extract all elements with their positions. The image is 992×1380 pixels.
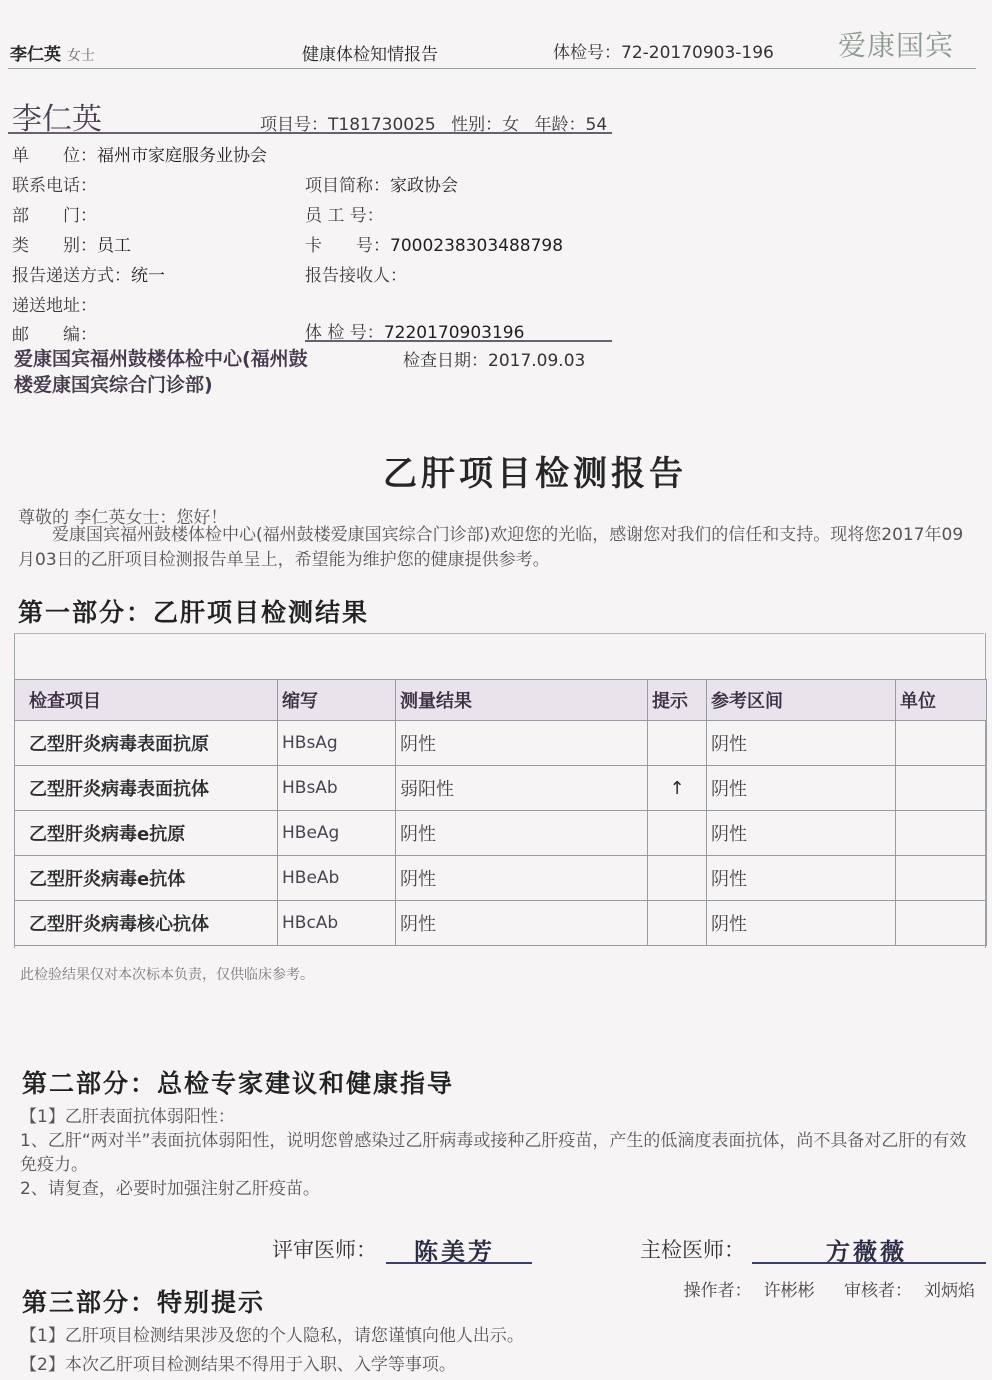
delivery-value: 统一 bbox=[131, 266, 165, 286]
col-header-flag: 提示 bbox=[648, 680, 707, 721]
receiver-label: 报告接收人： bbox=[305, 266, 407, 286]
cell-flag-up-arrow-icon: ↑ bbox=[648, 766, 707, 811]
category-label: 类 别： bbox=[12, 236, 97, 256]
exam-no-underline bbox=[305, 340, 612, 342]
cell-result: 阴性 bbox=[396, 856, 648, 901]
exam-date-label: 检查日期： bbox=[403, 351, 488, 371]
patient-name: 李仁英 bbox=[12, 102, 102, 137]
age-label: 年龄： bbox=[534, 115, 586, 135]
cell-item: 乙型肝炎病毒e抗原 bbox=[15, 811, 278, 856]
advice-line-1: 1、乙肝“两对半”表面抗体弱阳性，说明您曾感染过乙肝病毒或接种乙肝疫苗，产生的低滴度表面抗体，尚不具备对乙肝的有效免疫力。 bbox=[20, 1131, 967, 1175]
employee-no-label: 员 工 号： bbox=[305, 206, 384, 226]
col-header-abbr: 缩写 bbox=[278, 680, 396, 721]
unit-label: 单 位： bbox=[12, 146, 97, 166]
table-row bbox=[15, 856, 987, 901]
gender-value: 女 bbox=[502, 115, 520, 135]
exam-no-label: 体 检 号： bbox=[305, 323, 384, 343]
cell-flag bbox=[648, 901, 707, 946]
gender-label: 性别： bbox=[451, 115, 503, 135]
cell-flag bbox=[648, 856, 707, 901]
cell-flag bbox=[648, 811, 707, 856]
report-title: 乙肝项目检测报告 bbox=[383, 454, 687, 494]
reviewer-value: 刘炳焰 bbox=[924, 1281, 975, 1301]
cell-item: 乙型肝炎病毒表面抗体 bbox=[15, 766, 278, 811]
cell-flag bbox=[648, 721, 707, 766]
operator-line bbox=[684, 1276, 975, 1301]
cell-reference: 阴性 bbox=[707, 811, 896, 856]
header-patient-name bbox=[10, 40, 95, 65]
section1-title: 第一部分：乙肝项目检测结果 bbox=[18, 598, 370, 627]
section1-top-rule bbox=[14, 633, 984, 634]
section2-title: 第二部分：总检专家建议和健康指导 bbox=[22, 1069, 455, 1098]
exam-date-row bbox=[403, 346, 585, 371]
cell-result: 阴性 bbox=[396, 721, 648, 766]
cell-item: 乙型肝炎病毒e抗体 bbox=[15, 856, 278, 901]
patient-name-underline bbox=[8, 132, 612, 134]
project-name-row bbox=[305, 171, 458, 196]
header-exam-number bbox=[553, 38, 774, 63]
operator-value: 许彬彬 bbox=[763, 1281, 815, 1301]
chief-signature-line bbox=[752, 1262, 986, 1264]
card-row bbox=[305, 231, 563, 256]
header-name-text: 李仁英 bbox=[10, 45, 61, 65]
cell-abbr: HBcAb bbox=[278, 901, 396, 946]
project-no-value: T181730025 bbox=[328, 115, 436, 135]
cell-reference: 阴性 bbox=[707, 901, 896, 946]
card-label: 卡 号： bbox=[305, 236, 390, 256]
postcode-label: 邮 编： bbox=[12, 325, 97, 345]
table-row bbox=[15, 811, 987, 856]
table-row bbox=[15, 766, 987, 811]
table-row bbox=[15, 721, 987, 766]
header-title-suffix: 女士 bbox=[66, 48, 95, 64]
card-value: 7000238303488798 bbox=[390, 236, 564, 256]
cell-unit bbox=[896, 901, 987, 946]
header-exam-no-value: 72-20170903-196 bbox=[621, 43, 774, 63]
notes-block bbox=[20, 1322, 524, 1380]
header-exam-no-label: 体检号： bbox=[553, 43, 621, 63]
delivery-row bbox=[12, 261, 165, 286]
results-disclaimer: 此检验结果仅对本次标本负责，仅供临床参考。 bbox=[20, 967, 314, 983]
advice-heading: 【1】乙肝表面抗体弱阳性： bbox=[20, 1107, 235, 1127]
exam-date-value: 2017.09.03 bbox=[488, 351, 586, 371]
reviewer-signature: 陈美芳 bbox=[414, 1237, 495, 1266]
cell-unit bbox=[896, 856, 987, 901]
col-header-item: 检查项目 bbox=[15, 680, 278, 721]
category-value: 员工 bbox=[97, 236, 131, 256]
cell-abbr: HBeAb bbox=[278, 856, 396, 901]
cell-item: 乙型肝炎病毒表面抗原 bbox=[15, 721, 278, 766]
table-header-row bbox=[15, 680, 987, 721]
exam-center-name: 爱康国宾福州鼓楼体检中心(福州鼓楼爱康国宾综合门诊部) bbox=[14, 348, 308, 396]
col-header-result: 测量结果 bbox=[396, 680, 648, 721]
col-header-reference: 参考区间 bbox=[707, 680, 896, 721]
cell-abbr: HBsAg bbox=[278, 721, 396, 766]
cell-abbr: HBsAb bbox=[278, 766, 396, 811]
cell-result: 阴性 bbox=[396, 901, 648, 946]
exam-no-value: 7220170903196 bbox=[383, 323, 525, 343]
reviewer-label: 审核者： bbox=[844, 1281, 912, 1301]
category-row bbox=[12, 231, 131, 256]
col-header-unit: 单位 bbox=[896, 680, 987, 721]
age-value: 54 bbox=[585, 115, 608, 135]
brand-logo-text: 爱康国宾 bbox=[838, 29, 955, 62]
cell-reference: 阴性 bbox=[707, 856, 896, 901]
dept-label: 部 门： bbox=[12, 206, 97, 226]
cell-result: 弱阳性 bbox=[396, 766, 648, 811]
address-label: 递送地址： bbox=[12, 296, 97, 316]
delivery-label: 报告递送方式： bbox=[12, 266, 131, 286]
note-2: 【2】本次乙肝项目检测结果不得用于入职、入学等事项。 bbox=[20, 1355, 456, 1375]
unit-row bbox=[12, 141, 267, 166]
results-table bbox=[14, 679, 987, 946]
note-1: 【1】乙肝项目检测结果涉及您的个人隐私，请您谨慎向他人出示。 bbox=[20, 1326, 524, 1346]
chief-doctor-label: 主检医师： bbox=[640, 1238, 745, 1262]
cell-unit bbox=[896, 811, 987, 856]
project-no-label: 项目号： bbox=[260, 115, 328, 135]
section3-title: 第三部分：特别提示 bbox=[22, 1288, 266, 1317]
cell-reference: 阴性 bbox=[707, 766, 896, 811]
header-divider bbox=[8, 68, 976, 69]
cell-result: 阴性 bbox=[396, 811, 648, 856]
cell-reference: 阴性 bbox=[707, 721, 896, 766]
project-name-value: 家政协会 bbox=[390, 176, 458, 196]
advice-line-2: 2、请复查，必要时加强注射乙肝疫苗。 bbox=[20, 1179, 320, 1199]
project-name-label: 项目简称： bbox=[305, 176, 390, 196]
unit-value: 福州市家庭服务业协会 bbox=[97, 146, 267, 166]
cell-item: 乙型肝炎病毒核心抗体 bbox=[15, 901, 278, 946]
intro-paragraph: 爱康国宾福州鼓楼体检中心(福州鼓楼爱康国宾综合门诊部)欢迎您的光临，感谢您对我们的信任和支持。现将您2017年09月03日的乙肝项目检测报告单呈上，希望能为维护您的健康提供参考。 bbox=[18, 525, 964, 570]
header-report-title: 健康体检知情报告 bbox=[302, 45, 438, 65]
reviewer-doctor-label: 评审医师： bbox=[272, 1238, 377, 1262]
table-row bbox=[15, 901, 987, 946]
cell-unit bbox=[896, 766, 987, 811]
operator-label: 操作者： bbox=[683, 1281, 752, 1301]
advice-block bbox=[20, 1105, 980, 1201]
reviewer-signature-line bbox=[386, 1262, 532, 1264]
phone-label: 联系电话： bbox=[12, 176, 97, 196]
chief-signature: 方薇薇 bbox=[826, 1237, 907, 1266]
greeting: 尊敬的 李仁英女士：您好！ bbox=[18, 508, 228, 528]
cell-unit bbox=[896, 721, 987, 766]
cell-abbr: HBeAg bbox=[278, 811, 396, 856]
